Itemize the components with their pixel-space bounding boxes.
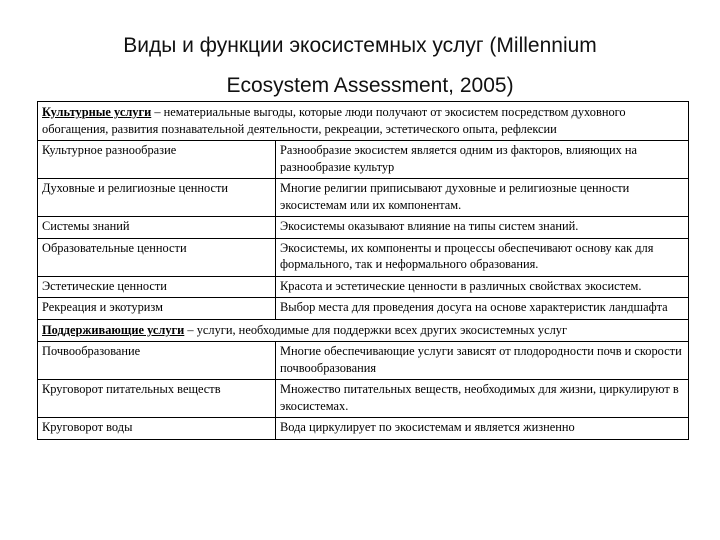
service-description: Многие обеспечивающие услуги зависят от плодородности почв и скорости почвообразования [276,342,689,380]
service-description: Экосистемы, их компоненты и процессы обеспечивают основу как для формального, так и неформального образования. [276,238,689,276]
service-name: Круговорот питательных веществ [38,380,276,418]
service-description: Разнообразие экосистем является одним из факторов, влияющих на разнообразие культур [276,141,689,179]
title-line-1: Виды и функции экосистемных услуг (Millennium [123,34,597,57]
table-row [38,141,689,179]
service-name: Образовательные ценности [38,238,276,276]
ecosystem-services-table [37,101,689,440]
service-name: Эстетические ценности [38,276,276,298]
service-name: Системы знаний [38,217,276,239]
table-row [38,380,689,418]
table-row [38,179,689,217]
table-row [38,342,689,380]
table-row [38,298,689,320]
service-description: Красота и эстетические ценности в различных свойствах экосистем. [276,276,689,298]
service-description: Экосистемы оказывают влияние на типы систем знаний. [276,217,689,239]
service-description: Многие религии приписывают духовные и религиозные ценности экосистемам или их компонентам. [276,179,689,217]
service-description: Выбор места для проведения досуга на основе характеристик ландшафта [276,298,689,320]
service-description: Множество питательных веществ, необходимых для жизни, циркулируют в экосистемах. [276,380,689,418]
category-name: Культурные услуги [42,105,152,119]
category-cell [38,102,689,141]
category-cell [38,319,689,342]
service-name: Культурное разнообразие [38,141,276,179]
table-row [38,238,689,276]
service-description: Вода циркулирует по экосистемам и является жизненно [276,418,689,440]
category-row-supporting [38,319,689,342]
category-definition: – нематериальные выгоды, которые люди получают от экосистем посредством духовного обогащения, развития познавательной деятельности, рекреации, эстетического опыта, рефлексии [42,105,626,136]
category-definition: – услуги, необходимые для поддержки всех других экосистемных услуг [184,322,568,337]
table-row [38,276,689,298]
category-row-cultural [38,102,689,141]
service-name: Духовные и религиозные ценности [38,179,276,217]
service-name: Почвообразование [38,342,276,380]
table-row [38,418,689,440]
category-name: Поддерживающие услуги [42,322,185,337]
service-name: Рекреация и экотуризм [38,298,276,320]
title-line-2: Ecosystem Assessment, 2005) [226,74,514,97]
table-row [38,217,689,239]
service-name: Круговорот воды [38,418,276,440]
